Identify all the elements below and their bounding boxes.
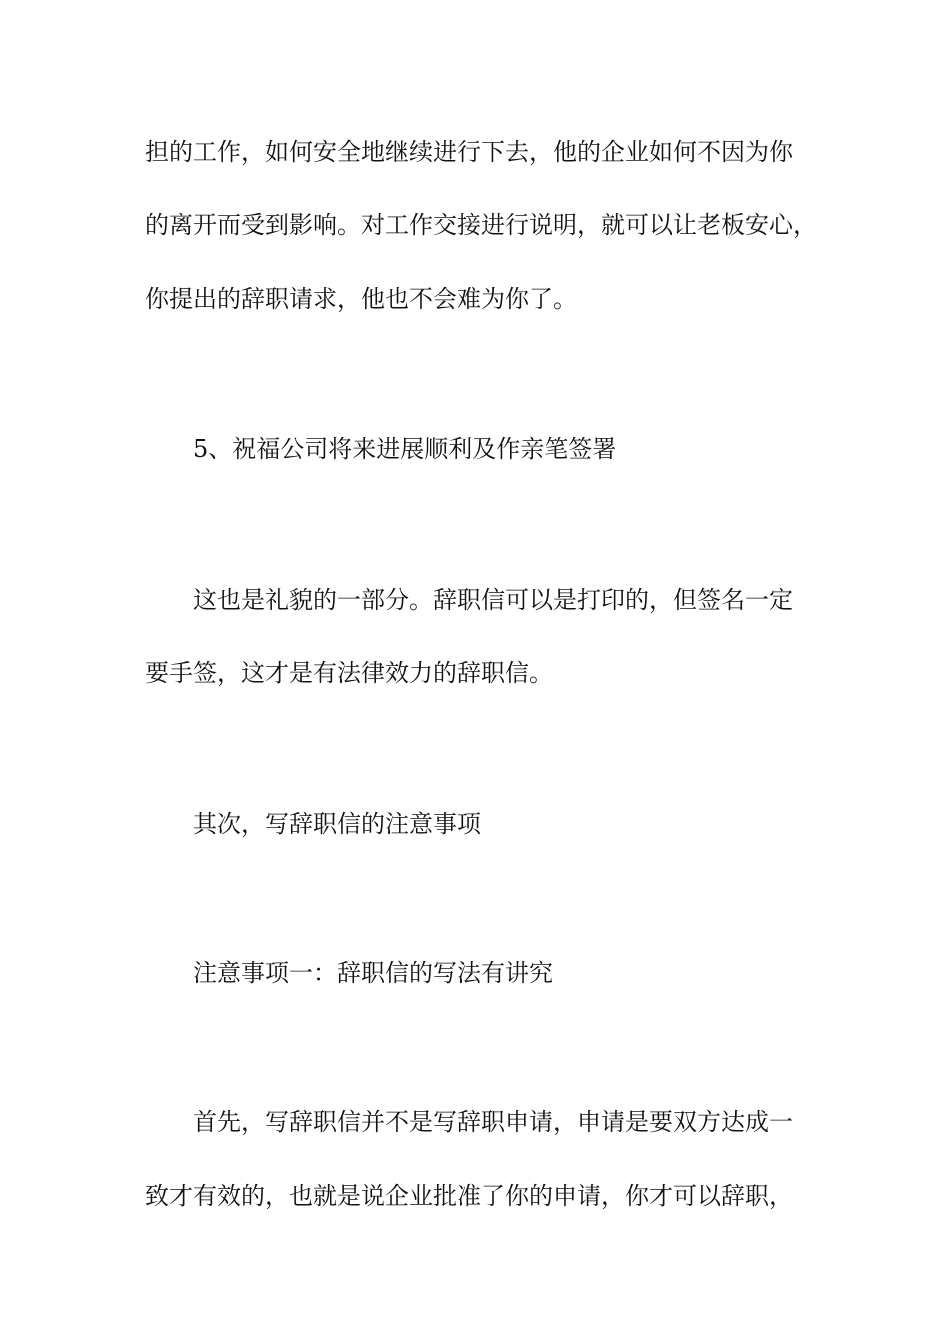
paragraph-line: 你提出的辞职请求，他也不会难为你了。: [145, 285, 577, 313]
section-heading: 注意事项一：辞职信的写法有讲究: [193, 959, 553, 987]
paragraph-line: 担的工作，如何安全地继续进行下去，他的企业如何不因为你: [145, 138, 793, 166]
paragraph-line: 致才有效的，也就是说企业批准了你的申请，你才可以辞职，: [145, 1182, 793, 1210]
section-heading: 5、祝福公司将来进展顺利及作亲笔签署: [193, 435, 617, 463]
paragraph-line: 首先，写辞职信并不是写辞职申请，申请是要双方达成一: [193, 1108, 793, 1136]
paragraph-line: 要手签，这才是有法律效力的辞职信。: [145, 659, 553, 687]
paragraph-line: 这也是礼貌的一部分。辞职信可以是打印的，但签名一定: [193, 586, 793, 614]
section-heading: 其次，写辞职信的注意事项: [193, 810, 481, 838]
paragraph-line: 的离开而受到影响。对工作交接进行说明，就可以让老板安心，: [145, 211, 817, 239]
